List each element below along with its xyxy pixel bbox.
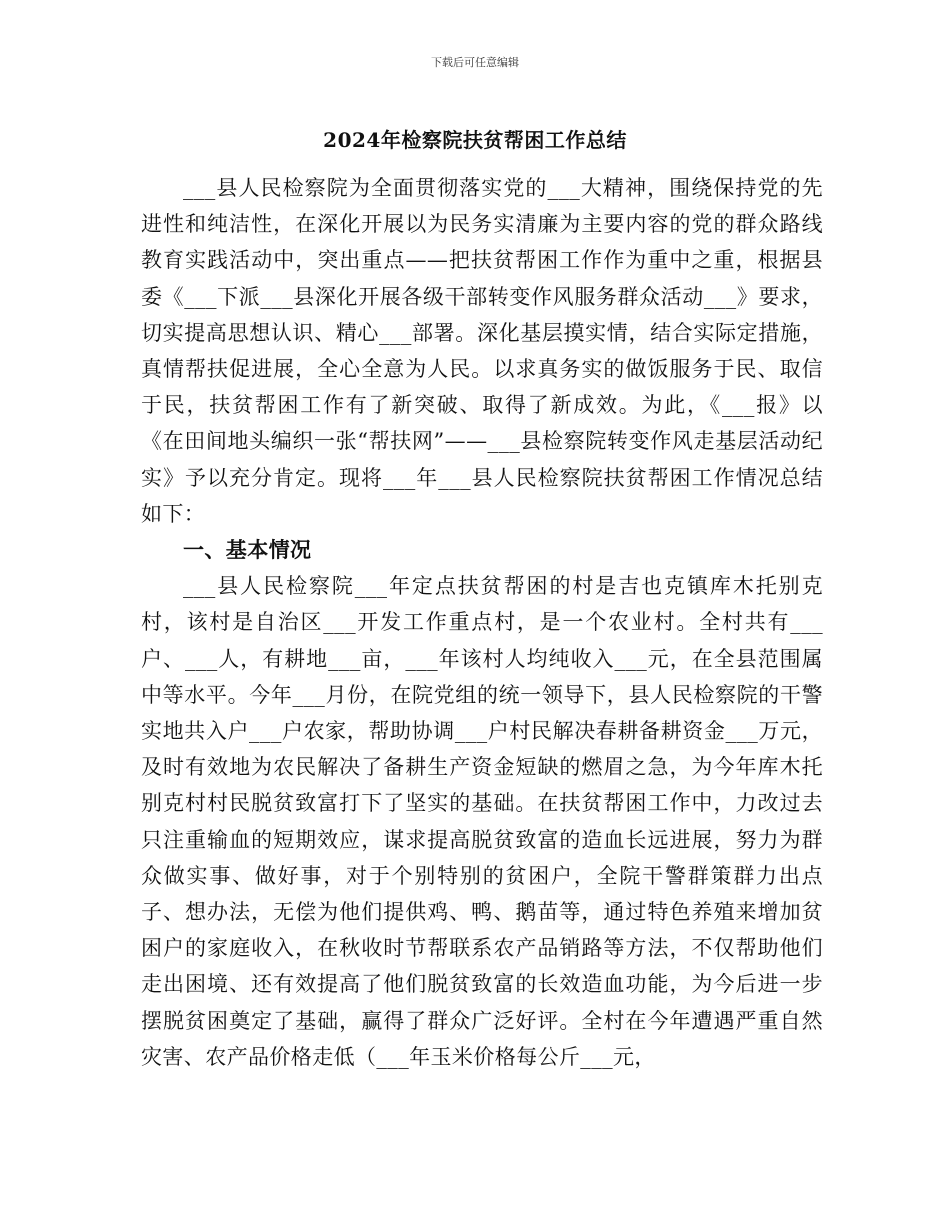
intro-paragraph: ___县人民检察院为全面贯彻落实党的___大精神，围绕保持党的先进性和纯洁性，在深化开展以为民务实清廉为主要内容的党的群众路线教育实践活动中，突出重点——把扶贫帮困工作作为重中之重，根据县委《___下派___县深化开展各级干部转变作风服务群众活动___》要求，切实提高思想认识、精心___部署。深化基层摸实情，结合实际定措施，真情帮扶促进展，全心全意为人民。以求真务实的做饭服务于民、取信于民，扶贫帮困工作有了新突破、取得了新成效。为此，《___报》以《在田间地头编织一张“帮扶网”——___县检察院转变作风走基层活动纪实》予以充分肯定。现将___年___县人民检察院扶贫帮困工作情况总结如下： — [141, 176, 823, 526]
section-heading: 一、基本情况 — [183, 537, 312, 563]
header-note: 下载后可任意编辑 — [431, 56, 519, 69]
basic-situation-paragraph: ___县人民检察院___年定点扶贫帮困的村是吉也克镇库木托别克村，该村是自治区___开发工作重点村，是一个农业村。全村共有___户、___人，有耕地___亩，___年该村人均纯收入___元，在全县范围属中等水平。今年___月份，在院党组的统一领导下，县人民检察院的干警实地共入户___户农家，帮助协调___户村民解决春耕备耕资金___万元，及时有效地为农民解决了备耕生产资金短缺的燃眉之急，为今年库木托别克村村民脱贫致富打下了坚实的基础。在扶贫帮困工作中，力改过去只注重输血的短期效应，谋求提高脱贫致富的造血长远进展，努力为群众做实事、做好事，对于个别特别的贫困户，全院干警群策群力出点子、想办法，无偿为他们提供鸡、鸭、鹅苗等，通过特色养殖来增加贫困户的家庭收入，在秋收时节帮联系农产品销路等方法，不仅帮助他们走出困境、还有效提高了他们脱贫致富的长效造血功能，为今后进一步摆脱贫困奠定了基础，赢得了群众广泛好评。全村在今年遭遇严重自然灾害、农产品价格走低（___年玉米价格每公斤___元， — [141, 574, 823, 1069]
document-title: 2024年检察院扶贫帮困工作总结 — [323, 128, 627, 152]
document-body — [141, 170, 823, 1075]
